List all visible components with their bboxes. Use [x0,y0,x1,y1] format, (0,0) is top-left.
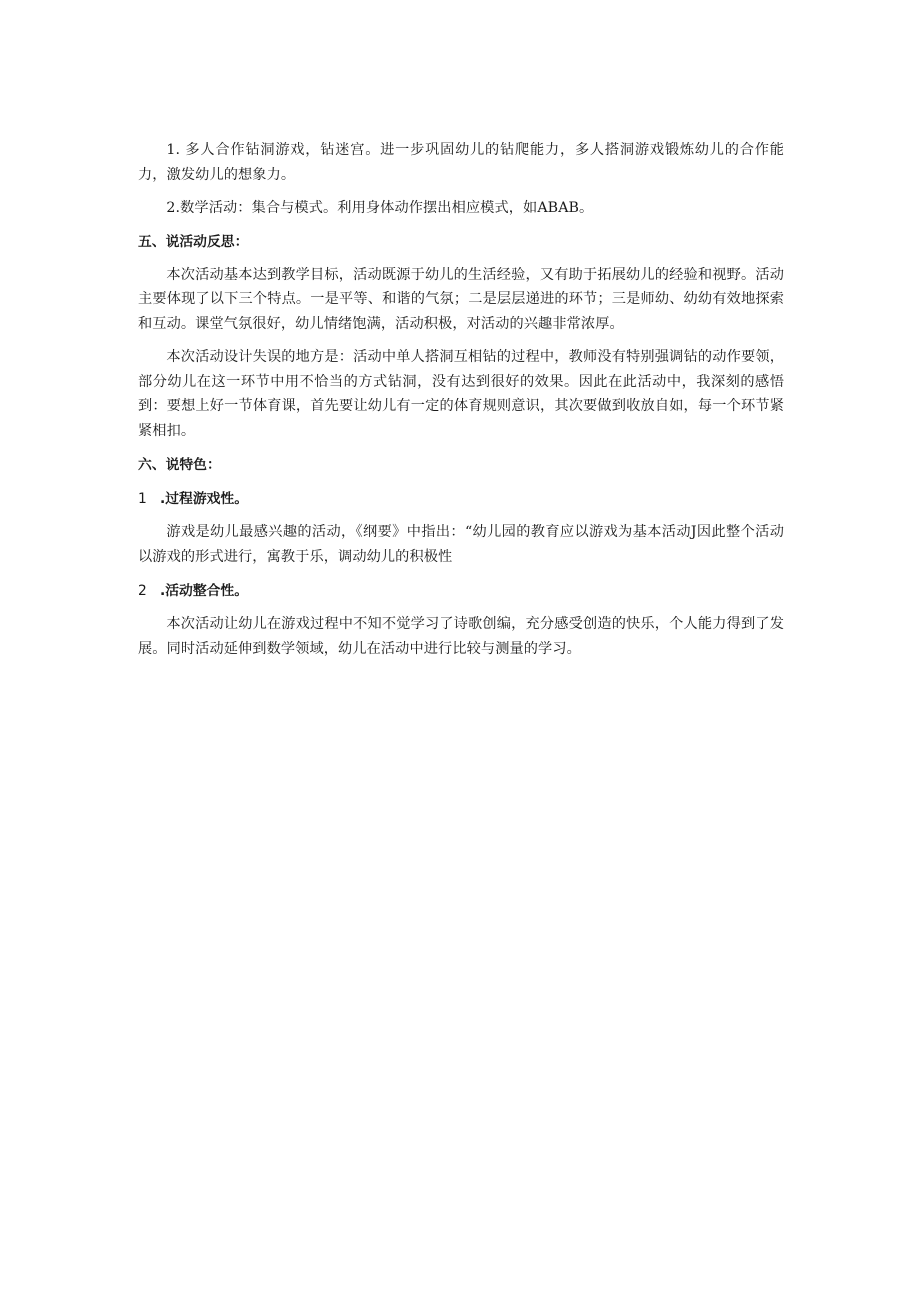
subheading-integration [138,579,784,603]
section-heading-features: 六、说特色： [138,457,221,473]
paragraph-integration-feature: 本次活动让幼儿在游戏过程中不知不觉学习了诗歌创编，充分感受创造的快乐，个人能力得到了发展。同时活动延伸到数学领域，幼儿在活动中进行比较与测量的学习。 [138,616,784,657]
subheading-title: .活动整合性。 [160,583,249,599]
subheading-game-process [138,487,784,511]
subheading-number: 2 [138,583,147,599]
paragraph-reflection-goals: 本次活动基本达到教学目标，活动既源于幼儿的生活经验，又有助于拓展幼儿的经验和视野。活动主要体现了以下三个特点。一是平等、和谐的气氛；二是层层递进的环节；三是师幼、幼幼有效地探索和互动。课堂气氛很好，幼儿情绪饱满，活动积极，对活动的兴趣非常浓厚。 [138,266,784,332]
document-page [138,138,784,661]
subheading-number: 1 [138,491,147,507]
paragraph-game-feature: 游戏是幼儿最感兴趣的活动，《纲要》中指出：“幼儿园的教育应以游戏为基本活动J因此整个活动以游戏的形式进行，寓教于乐，调动幼儿的积极性 [138,524,784,565]
subheading-title: .过程游戏性。 [160,491,249,507]
paragraph-reflection-mistakes: 本次活动设计失误的地方是：活动中单人搭洞互相钻的过程中，教师没有特别强调钻的动作要领，部分幼儿在这一环节中用不恰当的方式钻洞，没有达到很好的效果。因此在此活动中，我深刻的感悟到：要想上好一节体育课，首先要让幼儿有一定的体育规则意识，其次要做到收放自如，每一个环节紧紧相扣。 [138,349,784,439]
paragraph-math-activity: 2.数学活动：集合与模式。利用身体动作摆出相应模式，如ABAB。 [166,200,594,216]
section-heading-reflection: 五、说活动反思： [138,233,249,250]
paragraph-cooperative-tunnel-game: 1. 多人合作钻洞游戏，钻迷宫。进一步巩固幼儿的钻爬能力，多人搭洞游戏锻炼幼儿的合作能力，激发幼儿的想象力。 [138,142,784,183]
